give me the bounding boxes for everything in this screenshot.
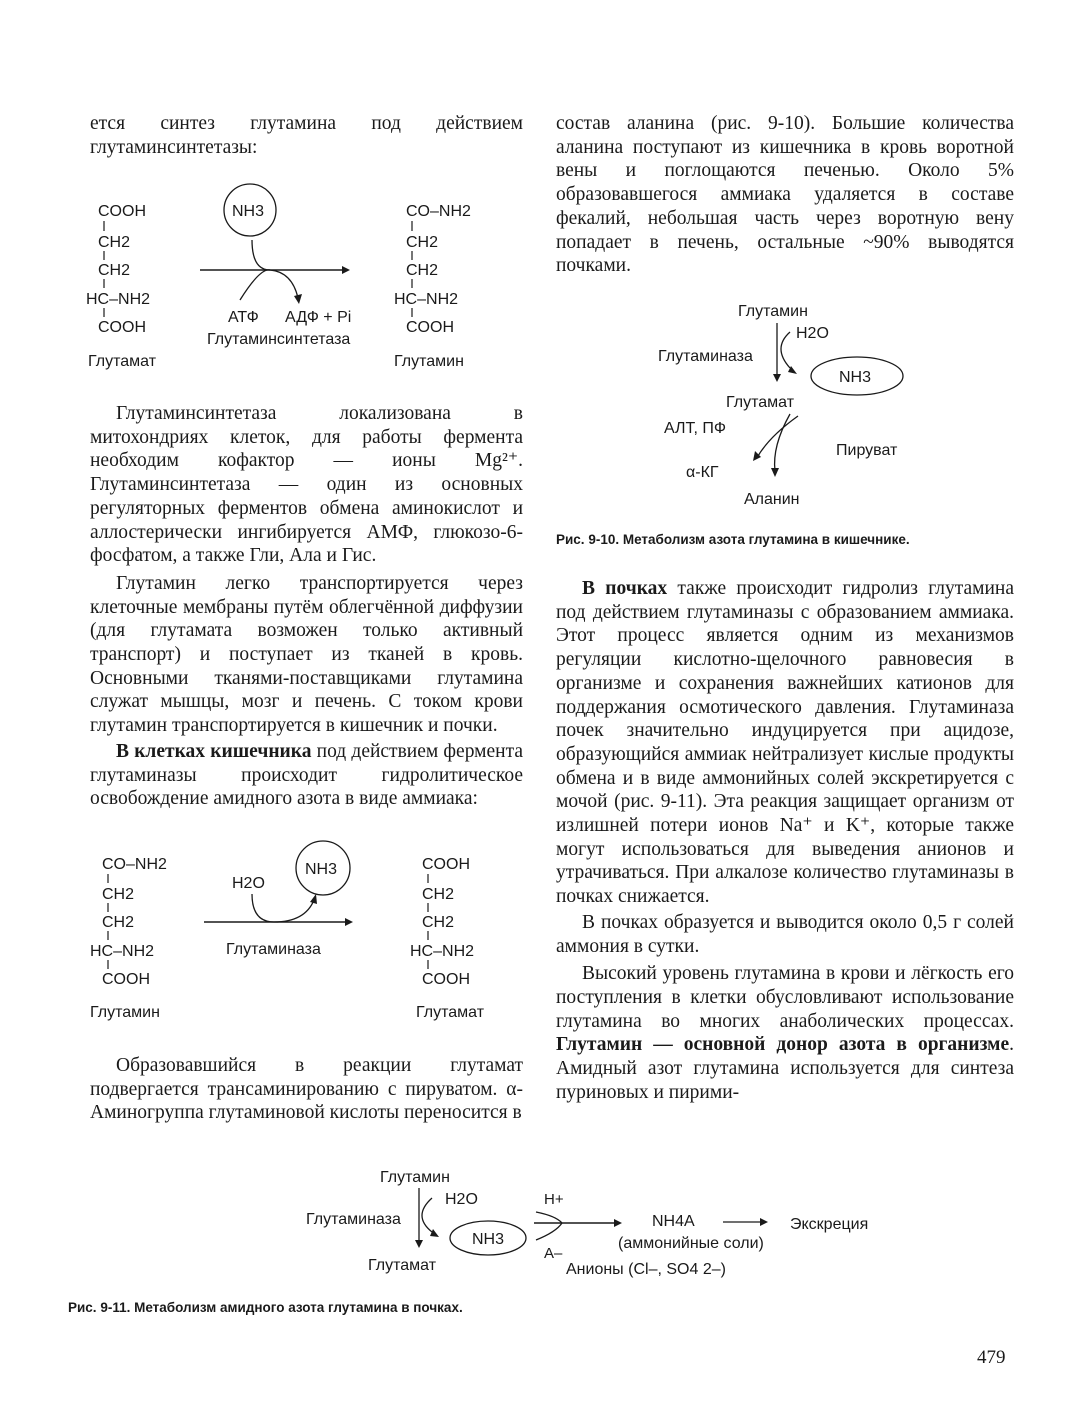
f910-akg: α-КГ [686, 464, 719, 481]
s2-water: H2O [232, 875, 265, 892]
s1-right-line5: COOH [406, 319, 454, 336]
s2-left-line4: HC–NH2 [90, 943, 155, 960]
f911-proton: H+ [544, 1191, 564, 1208]
scheme-glutaminase [80, 838, 520, 1038]
paragraph-nitrogen-donor [556, 962, 1014, 1104]
f910-enzyme: Глутаминаза [658, 348, 753, 365]
f911-water: H2O [445, 1191, 478, 1208]
left-column-top [90, 112, 523, 159]
s1-right-name: Глутамин [394, 353, 464, 370]
figure-9-11-svg [300, 1160, 900, 1285]
s2-enzyme: Глутаминаза [226, 941, 321, 958]
f911-salt: NH4A [652, 1213, 695, 1230]
paragraph-transamination: Образовавшийся в реакции глутамат подвергается трансаминированию с пируватом. α-Аминогруппа глутаминовой кислоты переносится в [90, 1055, 523, 1124]
left-column-bottom [90, 1054, 523, 1125]
donor-bold: Глутамин — основной донор азота в организме [556, 1034, 1010, 1056]
s2-left-line2: CH2 [102, 886, 135, 903]
paragraph-intro-left: ется синтез глутамина под действием глутаминсинтетазы: [90, 113, 523, 158]
f911-anions: Анионы (Cl–, SO4 2–) [566, 1261, 726, 1278]
s2-right-name: Глутамат [416, 1004, 485, 1021]
f911-salt-note: (аммонийные соли) [618, 1235, 764, 1252]
paragraph-glutamine-transport: Глутамин легко транспортируется через клеточные мембраны путём облегчённой диффузии (для глутамата возможен только активный транспорт) и поступает из тканей в кровь. Основными тканями-поставщиками глутамина служат мышцы, мозг и печень. С током крови глутамин транспортируется в кишечник и почки. [90, 572, 523, 737]
s2-nh3-label: NH3 [305, 861, 338, 878]
f910-alanine: Аланин [744, 491, 800, 508]
s1-enzyme: Глутаминсинтетаза [207, 331, 351, 348]
s2-left-line3: CH2 [102, 914, 135, 931]
f911-nh3: NH3 [472, 1231, 505, 1248]
scheme-glutamine-synthesis-svg [80, 180, 520, 380]
caption-9-11: Рис. 9-11. Метаболизм амидного азота глутамина в почках. [68, 1300, 463, 1315]
f911-excretion: Экскреция [790, 1216, 869, 1233]
s1-adp: АДФ + Pi [285, 309, 352, 326]
s2-right-line2: CH2 [422, 886, 455, 903]
f911-glutamate: Глутамат [368, 1257, 437, 1274]
s1-left-line4: HC–NH2 [86, 291, 151, 308]
f910-glutamate: Глутамат [726, 394, 795, 411]
figure-9-10-svg [640, 296, 940, 516]
f910-alt: АЛТ, ПФ [664, 420, 727, 437]
s2-left-line5: COOH [102, 971, 150, 988]
s2-right-line5: COOH [422, 971, 470, 988]
right-column-top [556, 112, 1014, 278]
f910-water: H2O [796, 325, 829, 342]
s1-left-line2: CH2 [98, 234, 131, 251]
f911-enzyme: Глутаминаза [306, 1211, 401, 1228]
s1-left-line5: COOH [98, 319, 146, 336]
scheme-glutaminase-svg [80, 838, 520, 1038]
right-column-middle [556, 577, 1014, 1104]
paragraph-alanine: состав аланина (рис. 9-10). Большие количества аланина поступают из кишечника в кровь воротной вены и поглощаются печенью. Около 5% образовавшегося аммиака удаляется в составе фекалий, небольшая часть через воротную вену попадает в печень, остальные ~90% выводятся почками. [556, 113, 1014, 277]
s1-right-line2: CH2 [406, 234, 439, 251]
s1-nh3-label: NH3 [232, 203, 265, 220]
left-column-middle [90, 402, 523, 811]
f910-nh3: NH3 [839, 369, 872, 386]
scheme-glutamine-synthesis [80, 180, 520, 380]
paragraph-glutamine-synthetase: Глутаминсинтетаза локализована в митохондриях клеток, для работы фермента необходим кофактор — ионы Mg²⁺. Глутаминсинтетаза — один из основных регуляторных ферментов обмена аминокислот и аллостерически ингибируется АМФ, глюкозо-6-фосфатом, а также Гли, Ала и Гис. [90, 403, 523, 567]
s2-right-line1: COOH [422, 856, 470, 873]
caption-9-10: Рис. 9-10. Метаболизм азота глутамина в кишечнике. [556, 532, 910, 547]
paragraph-intestine [90, 740, 523, 811]
s1-left-line1: COOH [98, 203, 146, 220]
page-number: 479 [977, 1347, 1006, 1368]
s1-left-name: Глутамат [88, 353, 157, 370]
s1-right-line4: HC–NH2 [394, 291, 459, 308]
figure-9-11 [300, 1160, 900, 1285]
s2-right-line4: HC–NH2 [410, 943, 475, 960]
paragraph-ammonium-salts: В почках образуется и выводится около 0,5 г солей аммония в сутки. [556, 911, 1014, 957]
s1-right-line1: CO–NH2 [406, 203, 471, 220]
s1-left-line3: CH2 [98, 262, 131, 279]
kidneys-bold: В почках [582, 578, 668, 599]
paragraph-kidneys [556, 577, 1014, 909]
f911-anion: A– [544, 1245, 563, 1262]
kidneys-rest: также происходит гидролиз глутамина под действием глутаминазы с образованием аммиака. Этот процесс является одним из механизмов регуляции кислотно-щелочного равновесия в организме и сохранения важнейших катионов для поддержания осмотического давления. Глутаминаза почек значительно индуцируется при ацидозе, образующийся аммиак нейтрализует кислые продукты обмена и в виде аммонийных солей экскретируется с мочой (рис. 9-11). Эта реакция защищает организм от излишней потери ионов Na⁺ и K⁺, которые также могут использоваться для выведения анионов и утрачиваться. При алкалозе количество глутаминазы в почках снижается. [556, 578, 1014, 908]
intestine-rest: под действием фермента глутаминазы происходит гидролитическое освобождение амидного азота в виде аммиака: [90, 740, 523, 810]
intestine-bold: В клетках кишечника [116, 740, 312, 762]
s2-right-line3: CH2 [422, 914, 455, 931]
s1-atp: АТФ [228, 309, 259, 326]
donor-a: Высокий уровень глутамина в крови и лёгкость его поступления в клетки обусловливают использование глутамина во многих анаболических процессах. [556, 963, 1014, 1032]
s1-right-line3: CH2 [406, 262, 439, 279]
f910-glutamine: Глутамин [738, 303, 808, 320]
s2-left-line1: CO–NH2 [102, 856, 167, 873]
f910-pyruvate: Пируват [836, 442, 898, 459]
f911-glutamine: Глутамин [380, 1169, 450, 1186]
s2-left-name: Глутамин [90, 1004, 160, 1021]
figure-9-10 [640, 296, 940, 516]
donor-b: . Амидный азот глутамина используется для синтеза пуриновых и пирими- [556, 1034, 1014, 1103]
